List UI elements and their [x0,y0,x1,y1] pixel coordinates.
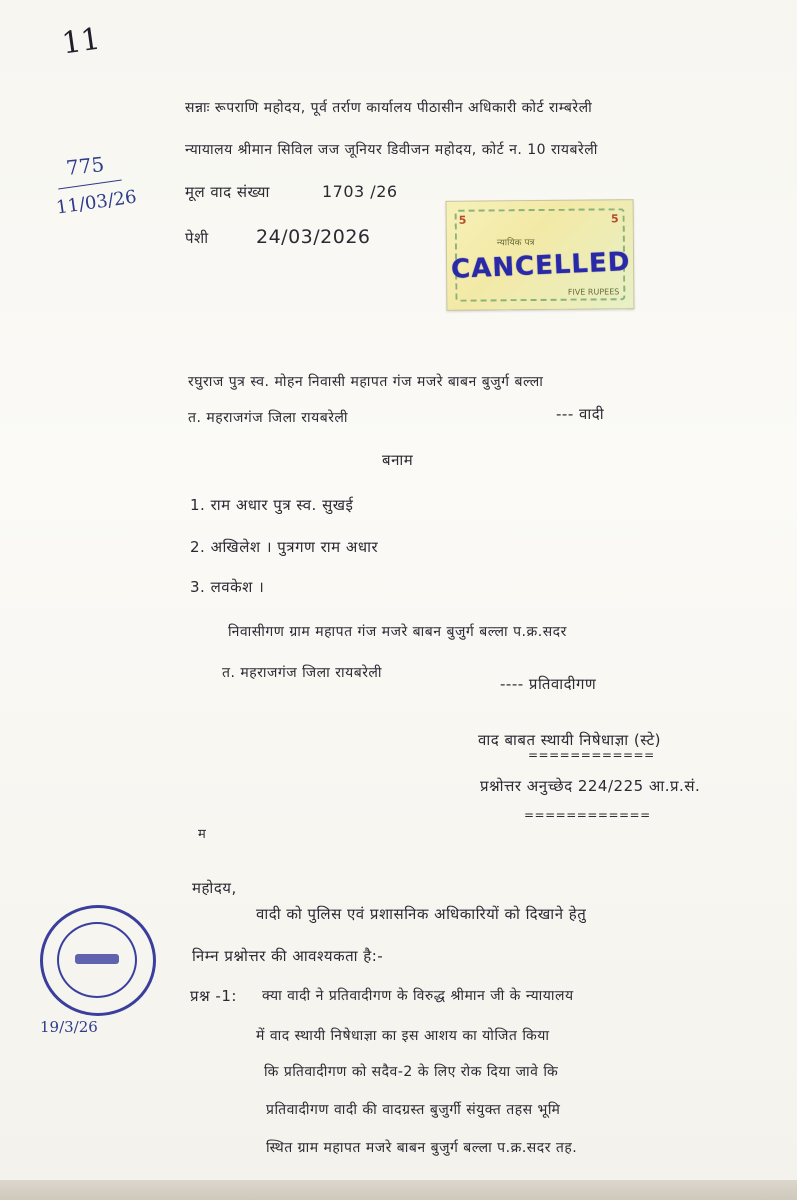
case-title-rule-2: ============ [524,808,651,822]
case-title-rule-1: ============ [528,748,655,762]
stamp-denom-right: 5 [610,212,619,226]
initial-mark: म [198,827,207,842]
suit-label: मूल वाद संख्या [185,183,270,201]
office-seal [40,905,156,1016]
plaintiff-line-1: रघुराज पुत्र स्व. मोहन निवासी महापत गंज मजरे बाबन बुजुर्ग बल्ला [188,374,544,390]
header-line-2: न्यायालय श्रीमान सिविल जज जूनियर डिवीजन महोदय, कोर्ट न. 10 रायबरेली [185,142,598,158]
defendant-1: 1. राम अधार पुत्र स्व. सुखई [190,496,354,514]
plaintiff-role: --- वादी [556,405,605,423]
question-line-1: क्या वादी ने प्रतिवादीगण के विरुद्ध श्रीमान जी के न्यायालय [262,988,574,1004]
para1-line-1: वादी को पुलिस एवं प्रशासनिक अधिकारियों को दिखाने हेतु [256,905,587,923]
defendant-3: 3. लवकेश । [190,578,265,596]
case-title-line-2: प्रश्नोत्तर अनुच्छेद 224/225 आ.प्र.सं. [480,777,701,795]
paper-bottom-edge [0,1180,797,1200]
court-fee-stamp [446,199,635,311]
salutation: महोदय, [192,879,237,897]
question-line-5: स्थित ग्राम महापत मजरे बाबन बुजुर्ग बल्ला प.क्र.सदर तह. [266,1140,578,1156]
plaintiff-line-2: त. महराजगंज जिला रायबरेली [188,410,349,426]
entry-underline [58,180,122,190]
case-title-line-1: वाद बाबत स्थायी निषेधाज्ञा (स्टे) [478,731,662,749]
entry-date: 11/03/26 [54,186,138,219]
hearing-date: 24/03/2026 [256,226,371,248]
cancelled-overprint: CANCELLED [450,247,631,285]
para1-line-2: निम्न प्रश्नोत्तर की आवश्यकता है:- [192,947,384,965]
hearing-label: पेशी [185,229,209,247]
stamp-top-text: न्यायिक पत्र [496,238,535,249]
defendant-2: 2. अखिलेश । पुत्रगण राम अधार [190,538,379,556]
seal-date: 19/3/26 [40,1018,98,1036]
defendant-role: ---- प्रतिवादीगण [500,675,597,693]
defendant-address-line-2: त. महराजगंज जिला रायबरेली [222,665,383,681]
defendant-address-line-1: निवासीगण ग्राम महापत गंज मजरे बाबन बुजुर्ग बल्ला प.क्र.सदर [228,624,567,640]
seal-emblem [75,954,119,964]
question-line-3: कि प्रतिवादीगण को सदैव-2 के लिए रोक दिया जावे कि [264,1064,559,1080]
page-mark: 11 [59,21,103,62]
suit-number: 1703 /26 [322,182,398,201]
stamp-rupees: FIVE RUPEES [567,287,620,297]
entry-number: 775 [64,152,106,180]
question-label: प्रश्न -1: [190,987,237,1005]
question-line-4: प्रतिवादीगण वादी की वादग्रस्त बुजुर्गी संयुक्त तहस भूमि [266,1102,561,1118]
header-line-1: सन्नाः रूपराणि महोदय, पूर्व तर्राण कार्यालय पीठासीन अधिकारी कोर्ट राम्बरेली [185,100,593,116]
stamp-denom-left: 5 [458,213,467,227]
versus-label: बनाम [382,451,414,469]
question-line-2: में वाद स्थायी निषेधाज्ञा का इस आशय का योजित किया [256,1028,550,1044]
